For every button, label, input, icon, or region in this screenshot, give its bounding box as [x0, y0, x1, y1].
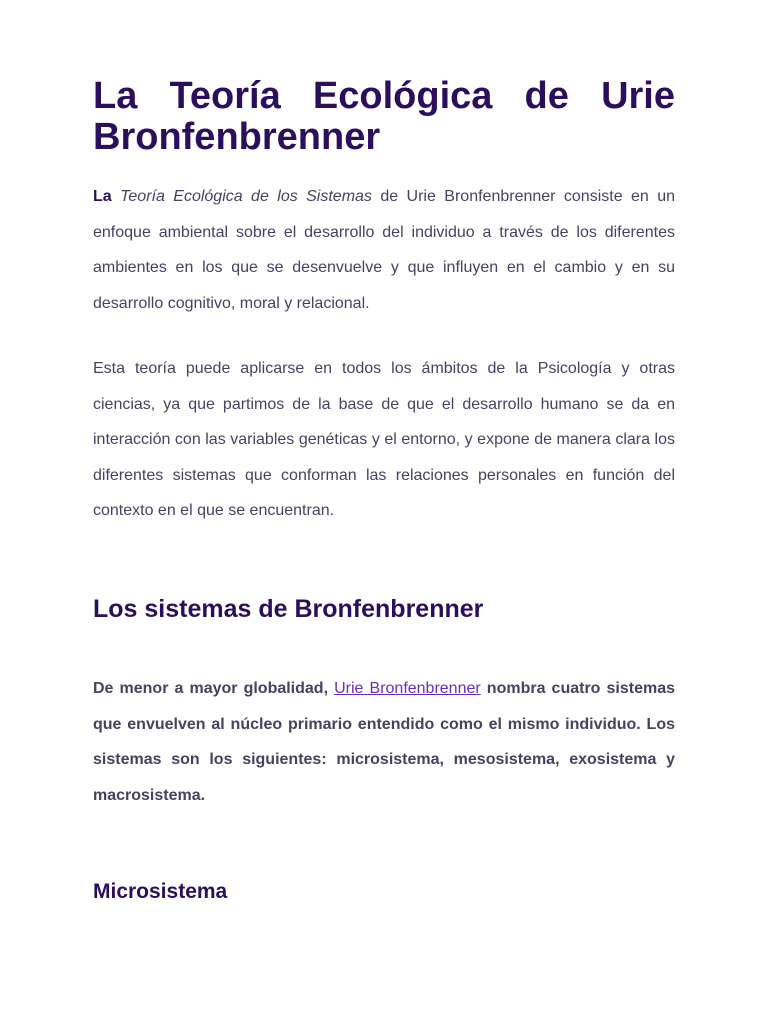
- scope-paragraph: Esta teoría puede aplicarse en todos los ámbitos de la Psicología y otras ciencias, ya que partimos de la base de que el desarrollo humano se da en interacción con las variables genéticas y el entorno, y expone de manera clara los diferentes sistemas que conforman las relaciones personales en función del contexto en el que se encuentran.: [93, 360, 675, 519]
- subsection-heading: Microsistema: [93, 880, 228, 903]
- intro-theory-name: Teoría Ecológica de los Sistemas: [120, 188, 372, 205]
- systems-text-before: De menor a mayor globalidad,: [93, 680, 335, 697]
- intro-lead-word: La: [93, 188, 112, 205]
- systems-text-after: nombra cuatro sistemas que envuelven al núcleo primario entendido como el mismo individuo. Los sistemas son los siguientes: microsistema, mesosistema, exosistema y macrosistema.: [93, 680, 676, 804]
- bronfenbrenner-link[interactable]: Urie Bronfenbrenner: [334, 680, 481, 697]
- page-title: La Teoría Ecológica de Urie Bronfenbrenner: [93, 75, 675, 158]
- intro-paragraph: [93, 179, 675, 321]
- systems-paragraph: [93, 671, 675, 813]
- intro-body-text: de Urie Bronfenbrenner consiste en un enfoque ambiental sobre el desarrollo del individuo a través de los diferentes ambientes en los que se desenvuelve y que influyen en el cambio y en su desarrollo cognitivo, moral y relacional.: [93, 188, 676, 312]
- section-heading: Los sistemas de Bronfenbrenner: [93, 595, 484, 623]
